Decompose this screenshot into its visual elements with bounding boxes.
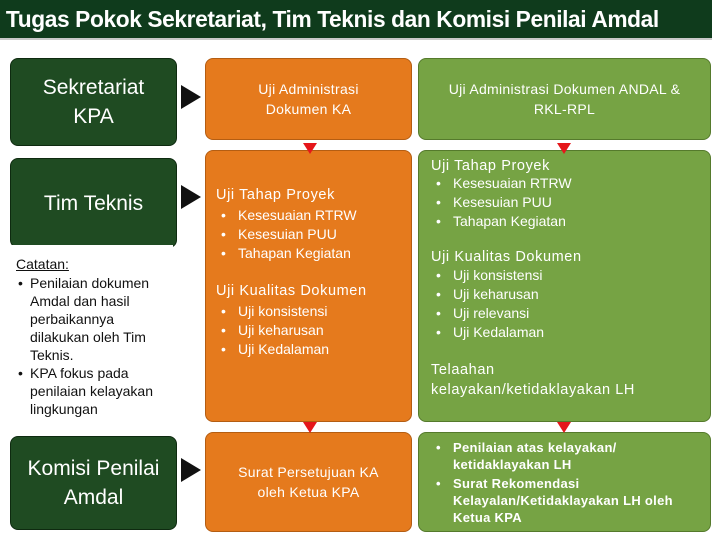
page-title: Tugas Pokok Sekretariat, Tim Teknis dan Komisi Penilai Amdal	[0, 0, 712, 40]
list-item: • Uji Kedalaman	[216, 340, 405, 359]
list-item: • Kesesuaian RTRW	[216, 206, 405, 225]
komisi-penilai-box	[10, 436, 177, 530]
right-head-kualitas: Uji Kualitas Dokumen	[431, 249, 582, 265]
middle-head-kualitas: Uji Kualitas Dokumen	[216, 283, 367, 299]
tim-teknis-box	[10, 158, 177, 248]
right-row3-box	[418, 432, 711, 532]
right-row1-box	[418, 58, 711, 140]
list-item: • Tahapan Kegiatan	[216, 244, 405, 263]
right-list-kualitas	[431, 266, 704, 342]
middle-list-kualitas	[216, 302, 405, 359]
middle-head-tahap-proyek: Uji Tahap Proyek	[216, 187, 335, 203]
right-list-tahap-proyek	[431, 174, 704, 231]
note-panel	[10, 245, 173, 427]
right-row1-text: Uji Administrasi Dokumen ANDAL & RKL-RPL	[448, 81, 681, 117]
list-item: • Uji konsistensi	[216, 302, 405, 321]
list-item: • Uji Kedalaman	[431, 323, 704, 342]
middle-row3-box	[205, 432, 412, 532]
list-item: • Kesesuian PUU	[216, 225, 405, 244]
down-marker-icon	[557, 422, 571, 433]
sekretariat-kpa-label: Sekretariat KPA	[42, 76, 145, 128]
right-head-telaahan: Telaahan kelayakan/ketidaklayakan LH	[431, 362, 636, 398]
right-head-tahap-proyek: Uji Tahap Proyek	[431, 158, 550, 174]
middle-list-tahap-proyek	[216, 206, 405, 263]
list-item: • Kesesuaian RTRW	[431, 174, 704, 193]
list-item: • Penilaian atas kelayakan/ ketidaklayakan LH	[431, 439, 704, 473]
down-marker-icon	[557, 143, 571, 154]
note-item: • KPA fokus pada penilaian kelayakan lingkungan	[16, 364, 167, 418]
list-item: • Tahapan Kegiatan	[431, 212, 704, 231]
note-list	[16, 274, 167, 418]
tim-teknis-label: Tim Teknis	[43, 191, 144, 215]
arrow-right-icon	[181, 185, 201, 209]
list-item: • Kesesuian PUU	[431, 193, 704, 212]
right-list-kesimpulan	[431, 439, 704, 526]
note-title: Catatan:	[16, 256, 69, 272]
list-item: • Uji relevansi	[431, 304, 704, 323]
right-row2-box	[418, 150, 711, 422]
sekretariat-kpa-box	[10, 58, 177, 146]
note-item: • Penilaian dokumen Amdal dan hasil perbaikannya dilakukan oleh Tim Teknis.	[16, 274, 167, 364]
middle-row3-text: Surat Persetujuan KA oleh Ketua KPA	[238, 464, 379, 500]
down-marker-icon	[303, 422, 317, 433]
middle-row1-box	[205, 58, 412, 140]
list-item: • Uji keharusan	[216, 321, 405, 340]
down-marker-icon	[303, 143, 317, 154]
komisi-penilai-label: Komisi Penilai Amdal	[27, 457, 160, 509]
arrow-right-icon	[181, 85, 201, 109]
list-item: • Uji konsistensi	[431, 266, 704, 285]
list-item: • Uji keharusan	[431, 285, 704, 304]
arrow-right-icon	[181, 458, 201, 482]
middle-row2-box	[205, 150, 412, 422]
list-item: • Surat Rekomendasi Kelayalan/Ketidaklayakan LH oleh Ketua KPA	[431, 475, 704, 526]
middle-row1-text: Uji Administrasi Dokumen KA	[258, 81, 359, 117]
